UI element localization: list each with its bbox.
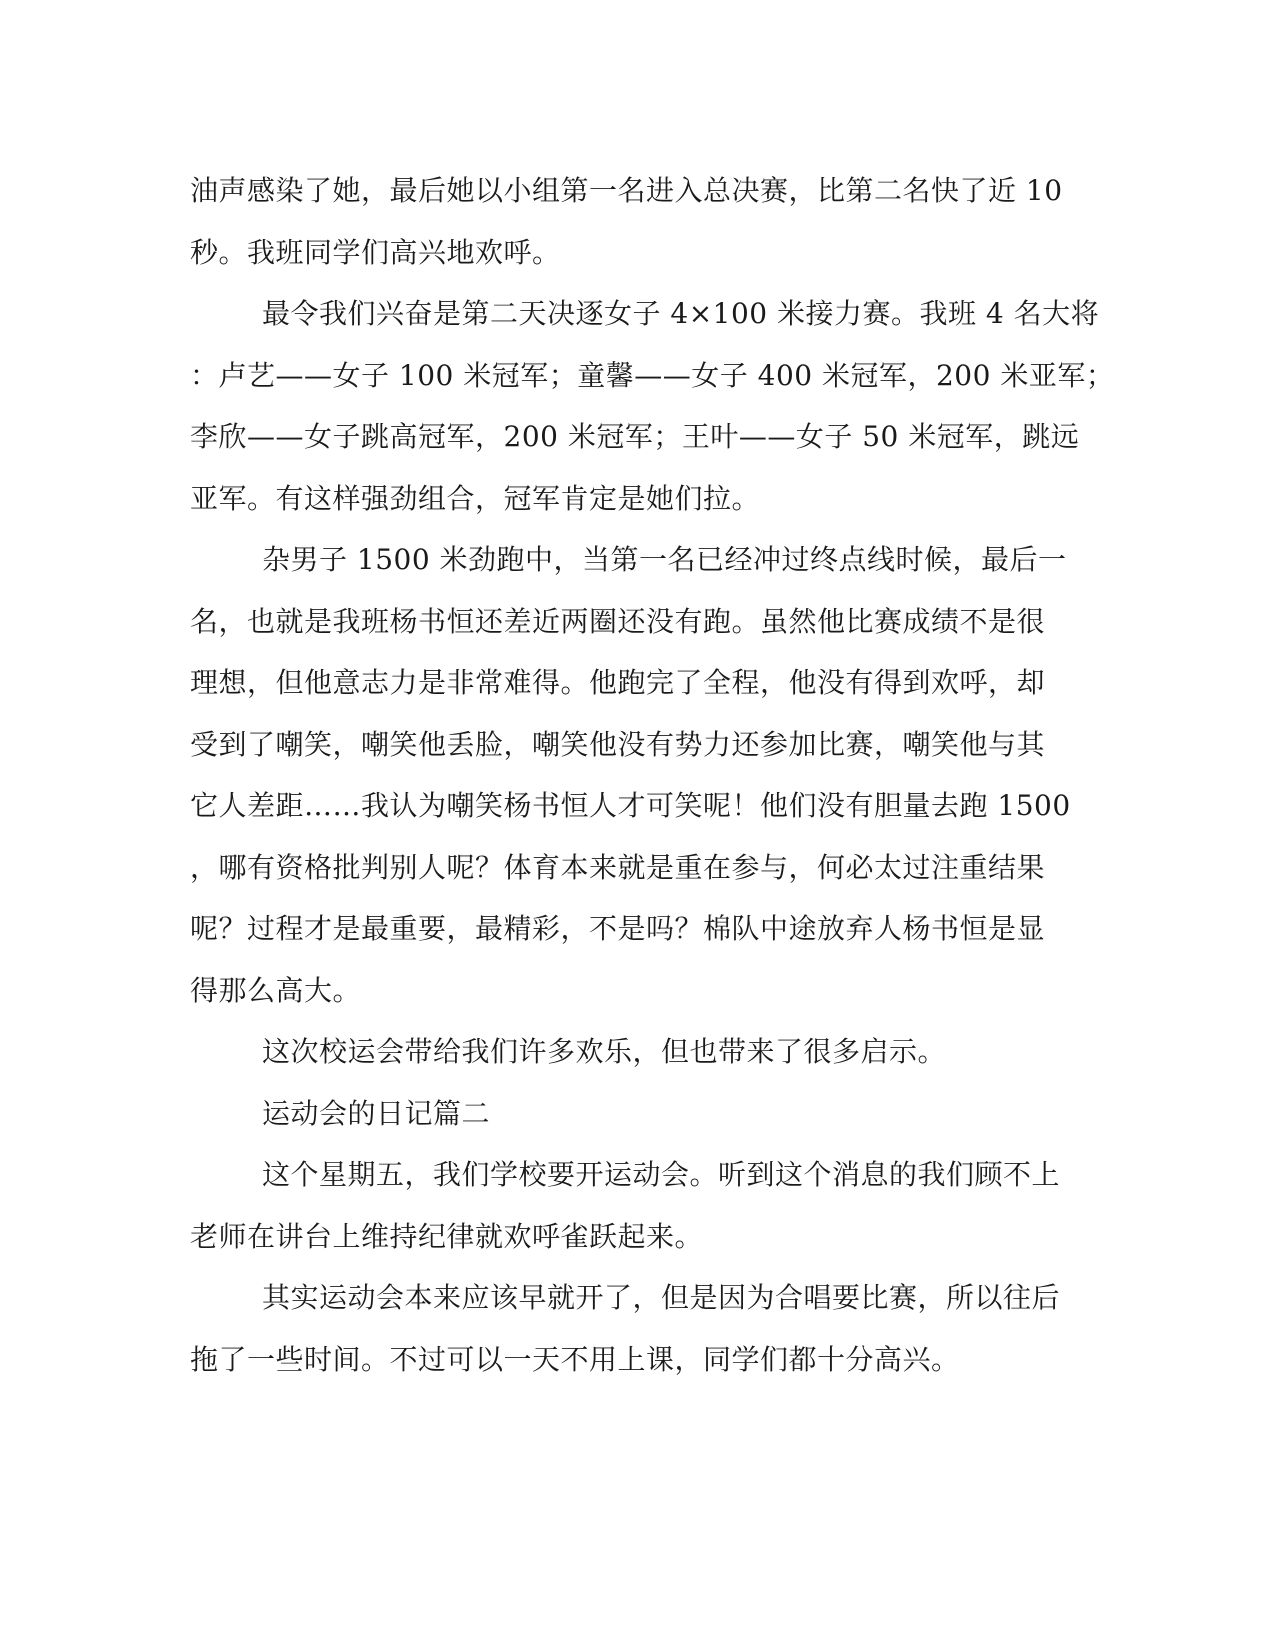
text-line: 油声感染了她，最后她以小组第一名进入总决赛，比第二名快了近 10	[190, 174, 1063, 207]
text-line: 呢？过程才是最重要，最精彩，不是吗？棉队中途放弃人杨书恒是显	[190, 912, 1046, 945]
text-line: 拖了一些时间。不过可以一天不用上课，同学们都十分高兴。	[190, 1342, 960, 1376]
text-line: ：卢艺——女子 100 米冠军；童馨——女子 400 米冠军，200 米亚军；	[190, 358, 1115, 392]
text-line: 名，也就是我班杨书恒还差近两圈还没有跑。虽然他比赛成绩不是很	[190, 604, 1046, 638]
text-line: 杂男子 1500 米劲跑中，当第一名已经冲过终点线时候，最后一	[262, 543, 1067, 576]
text-line: 最令我们兴奋是第二天决逐女子 4×100 米接力赛。我班 4 名大将	[262, 297, 1100, 330]
text-line: 受到了嘲笑，嘲笑他丢脸，嘲笑他没有势力还参加比赛，嘲笑他与其	[190, 727, 1046, 761]
text-line: 李欣——女子跳高冠军，200 米冠军；王叶——女子 50 米冠军，跳远	[190, 420, 1080, 453]
text-line: 秒。我班同学们高兴地欢呼。	[190, 235, 561, 269]
text-line: 亚军。有这样强劲组合，冠军肯定是她们拉。	[190, 481, 761, 515]
text-line: 这个星期五，我们学校要开运动会。听到这个消息的我们顾不上	[262, 1158, 1061, 1191]
text-line: 它人差距……我认为嘲笑杨书恒人才可笑呢！他们没有胆量去跑 1500	[190, 789, 1071, 822]
text-line: ，哪有资格批判别人呢？体育本来就是重在参与，何必太过注重结果	[190, 850, 1046, 884]
text-line: 理想，但他意志力是非常难得。他跑完了全程，他没有得到欢呼，却	[190, 666, 1046, 699]
section-heading: 运动会的日记篇二	[262, 1096, 491, 1130]
text-line: 其实运动会本来应该早就开了，但是因为合唱要比赛，所以往后	[262, 1281, 1061, 1314]
text-line: 这次校运会带给我们许多欢乐，但也带来了很多启示。	[262, 1035, 947, 1068]
body-text	[190, 160, 1115, 1390]
text-line: 得那么高大。	[190, 973, 362, 1007]
text-line: 老师在讲台上维持纪律就欢呼雀跃起来。	[190, 1219, 704, 1253]
